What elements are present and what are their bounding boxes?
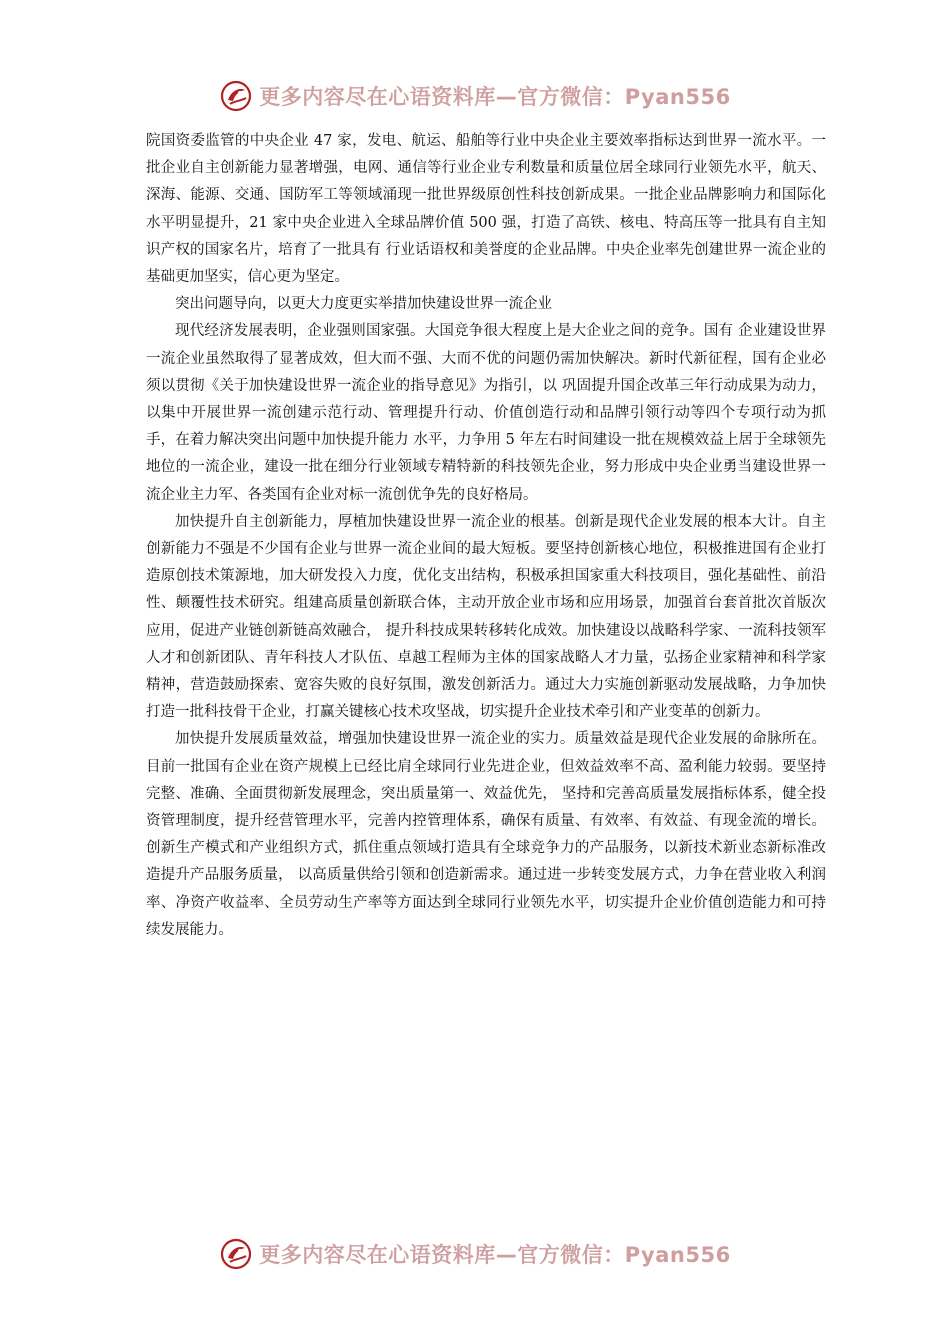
seal-logo-icon — [219, 1237, 253, 1271]
header-banner — [0, 74, 950, 118]
paragraph-3: 加快提升自主创新能力，厚植加快建设世界一流企业的根基。创新是现代企业发展的根本大计。自主创新能力不强是不少国有企业与世界一流企业间的最大短板。要坚持创新核心地位，积极推进国有企业打造原创技术策源地，加大研发投入力度，优化支出结构，积极承担国家重大科技项目，强化基础性、前沿性、颠覆性技术研究。组建高质量创新联合体，主动开放企业市场和应用场景，加强首台套首批次首版次应用，促进产业链创新链高效融合， 提升科技成果转移转化成效。加快建设以战略科学家、一流科技领军人才和创新团队、青年科技人才队伍、卓越工程师为主体的国家战略人才力量，弘扬企业家精神和科学家精神，营造鼓励探索、宽容失败的良好氛围，激发创新活力。通过大力实施创新驱动发展战略，力争加快打造一批科技骨干企业，打赢关键核心技术攻坚战，切实提升企业技术牵引和产业变革的创新力。 — [146, 513, 826, 721]
header-banner-inner — [219, 79, 730, 113]
paragraph-4: 加快提升发展质量效益，增强加快建设世界一流企业的实力。质量效益是现代企业发展的命脉所在。目前一批国有企业在资产规模上已经比肩全球同行业先进企业，但效益效率不高、盈利能力较弱。要坚持完整、准确、全面贯彻新发展理念，突出质量第一、效益优先， 坚持和完善高质量发展指标体系，健全投资管理制度，提升经营管理水平，完善内控管理体系，确保有质量、有效率、有效益、有现金流的增长。创新生产模式和产业组织方式，抓住重点领域打造具有全球竞争力的产品服务，以新技术新业态新标准改造提升产品服务质量， 以高质量供给引领和创造新需求。通过进一步转变发展方式，力争在营业收入利润率、净资产收益率、全员劳动生产率等方面达到全球同行业领先水平，切实提升企业价值创造能力和可持续发展能力。 — [146, 731, 826, 938]
footer-banner-text: 更多内容尽在心语资料库—官方微信：Pyan556 — [259, 1243, 731, 1267]
document-body — [146, 128, 826, 944]
paragraph-2: 现代经济发展表明，企业强则国家强。大国竞争很大程度上是大企业之间的竞争。国有 企业建设世界一流企业虽然取得了显著成效，但大而不强、大而不优的问题仍需加快解决。新时代新征程，国有企业必须以贯彻《关于加快建设世界一流企业的指导意见》为指引，以 巩固提升国企改革三年行动成果为动力，以集中开展世界一流创建示范行动、管理提升行动、价值创造行动和品牌引领行动等四个专项行动为抓手，在着力解决突出问题中加快提升能力 水平，力争用 5 年左右时间建设一批在规模效益上居于全球领先地位的一流企业，建设一批在细分行业领域专精特新的科技领先企业，努力形成中央企业勇当建设世界一流企业主力军、各类国有企业对标一流创优争先的良好格局。 — [146, 323, 826, 503]
header-banner-text: 更多内容尽在心语资料库—官方微信：Pyan556 — [259, 85, 731, 109]
footer-banner-inner — [219, 1237, 730, 1271]
paragraph-1: 院国资委监管的中央企业 47 家，发电、航运、船舶等行业中央企业主要效率指标达到世界一流水平。一批企业自主创新能力显著增强，电网、通信等行业企业专利数量和质量位居全球同行业领先水平，航天、深海、能源、交通、国防军工等领域涌现一批世界级原创性科技创新成果。一批企业品牌影响力和国际化水平明显提升，21 家中央企业进入全球品牌价值 500 强，打造了高铁、核电、特高压等一批具有自主知识产权的国家名片，培育了一批具有 行业话语权和美誉度的企业品牌。中央企业率先创建世界一流企业的基础更加坚实，信心更为坚定。 — [146, 133, 826, 286]
seal-logo-icon — [219, 79, 253, 113]
footer-banner — [0, 1232, 950, 1276]
section-heading: 突出问题导向，以更大力度更实举措加快建设世界一流企业 — [175, 296, 552, 313]
